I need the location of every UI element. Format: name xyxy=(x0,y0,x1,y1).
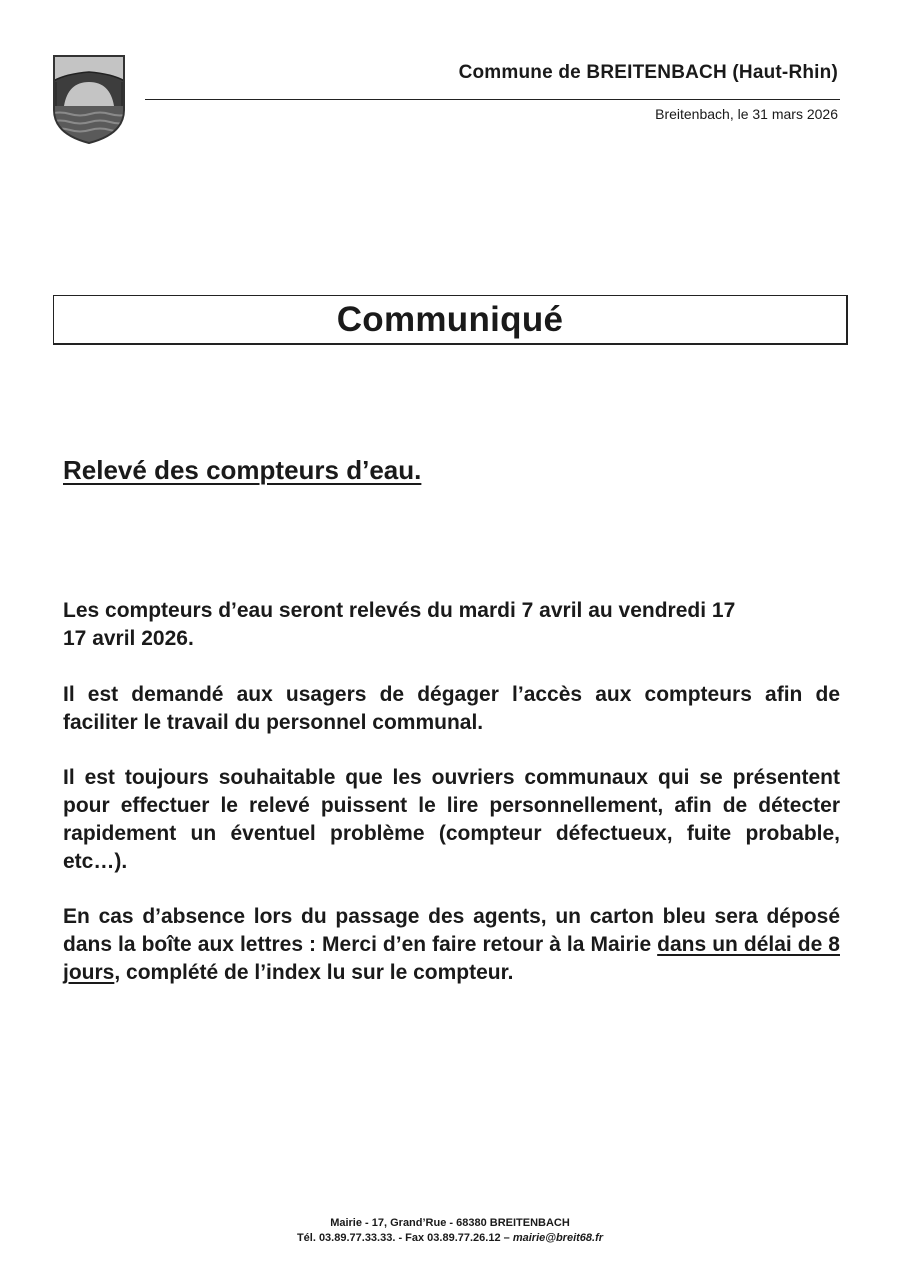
header-rule xyxy=(145,99,840,100)
paragraph-reading: Il est toujours souhaitable que les ouvriers communaux qui se présentent pour effectuer le relevé puissent le lire personnellement, afin de détecter rapidement un éventuel problème (compteur défectueux, fuite probable, etc…). xyxy=(63,766,840,873)
page-title: Communiqué xyxy=(336,299,564,339)
commune-heading: Commune de BREITENBACH (Haut-Rhin) xyxy=(458,62,838,83)
footer xyxy=(0,1216,900,1246)
paragraph-absence: En cas d’absence lors du passage des agents, un carton bleu sera déposé dans la boîte aux lettres : Merci d’en faire retour à la Mairie dans un délai de 8 jours, complété de l’index lu sur le compteur. xyxy=(63,905,840,984)
subject-heading: Relevé des compteurs d’eau. xyxy=(63,455,422,485)
paragraph-dates-line1: Les compteurs d’eau seront relevés du mardi 7 avril au vendredi 17 xyxy=(63,599,736,622)
title-box xyxy=(53,295,848,345)
dateline: Breitenbach, le 31 mars 2026 xyxy=(655,106,838,122)
paragraph-access: Il est demandé aux usagers de dégager l’accès aux compteurs afin de faciliter le travail du personnel communal. xyxy=(63,683,840,734)
deadline-underlined: dans un délai de 8 jours xyxy=(63,933,840,984)
footer-address: Mairie - 17, Grand’Rue - 68380 BREITENBACH xyxy=(330,1217,570,1229)
paragraph-dates-line2: 17 avril 2026. xyxy=(63,627,194,650)
footer-contact: Tél. 03.89.77.33.33. - Fax 03.89.77.26.12 – mairie@breit68.fr xyxy=(296,1232,604,1244)
footer-email: mairie@breit68.fr xyxy=(512,1232,604,1244)
coat-of-arms-icon xyxy=(50,52,128,146)
paragraph-dates xyxy=(63,597,840,653)
